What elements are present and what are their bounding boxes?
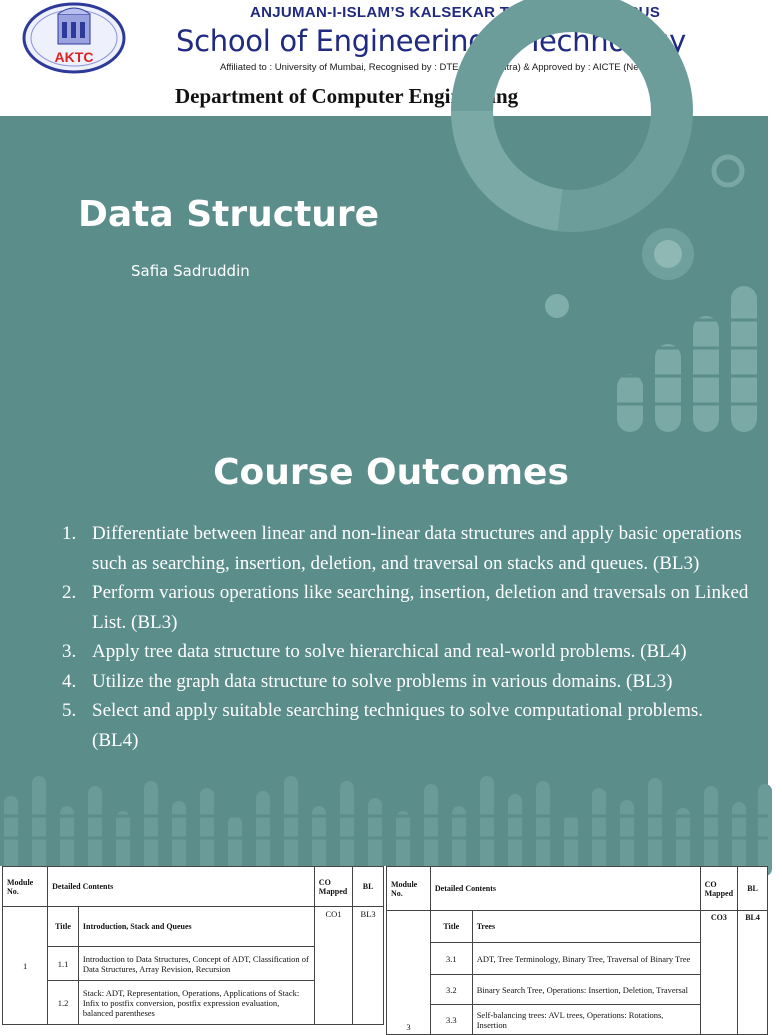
list-item: [62, 667, 752, 697]
topic-number: 3.3: [430, 1005, 472, 1035]
outcome-text: Differentiate between linear and non-linear data structures and apply basic operations such as searching, insertion, deletion, and traversal on stacks and queues. (BL3): [92, 523, 742, 574]
outcome-text: Select and apply suitable searching techniques to solve computational problems. (BL4): [92, 700, 704, 751]
title-label: Title: [430, 911, 472, 943]
slide-title: Data Structure: [78, 194, 380, 235]
aktc-logo: [22, 2, 126, 74]
outcome-text: Apply tree data structure to solve hierarchical and real-world problems. (BL4): [92, 641, 687, 662]
outcome-text: Utilize the graph data structure to solve problems in various domains. (BL3): [92, 670, 673, 692]
list-item: [62, 637, 752, 667]
module-number: 1: [3, 907, 48, 1025]
topic-text: Binary Search Tree, Operations: Insertion, Deletion, Traversal: [472, 975, 700, 1005]
header-detailed-contents: Detailed Contents: [430, 867, 700, 911]
institution-name: ANJUMAN-I-ISLAM’S KALSEKAR TECHNICAL CAMPUS: [250, 4, 661, 21]
bl-value: BL4: [738, 911, 768, 1035]
title-label: Title: [48, 907, 79, 947]
list-item: [62, 578, 752, 637]
header-co-mapped: CO Mapped: [314, 867, 352, 907]
co-value: CO3: [700, 911, 737, 1035]
section-heading: Course Outcomes: [213, 452, 569, 493]
syllabus-table-module-1: [2, 866, 384, 1025]
module-title: Trees: [472, 911, 700, 943]
list-number: 1.: [62, 523, 77, 544]
list-number: 5.: [62, 700, 77, 721]
topic-number: 1.1: [48, 947, 79, 981]
list-item: [62, 519, 752, 578]
header-co-mapped: CO Mapped: [700, 867, 737, 911]
topic-number: 3.2: [430, 975, 472, 1005]
bl-value: BL3: [353, 907, 384, 1025]
list-number: 4.: [62, 670, 77, 692]
topic-text: ADT, Tree Terminology, Binary Tree, Traversal of Binary Tree: [472, 943, 700, 975]
outcome-text: Perform various operations like searching, insertion, deletion and traversals on Linked List. (BL3): [92, 582, 749, 633]
department-name: Department of Computer Engineering: [175, 84, 519, 108]
list-number: 2.: [62, 582, 77, 603]
list-item: [62, 696, 752, 755]
module-number: 3: [387, 911, 431, 1035]
header-bl: BL: [353, 867, 384, 907]
module-title: Introduction, Stack and Queues: [78, 907, 314, 947]
syllabus-table-module-3: [386, 866, 768, 1035]
topic-number: 1.2: [48, 981, 79, 1025]
syllabus-tables: [0, 866, 768, 1032]
topic-text: Stack: ADT, Representation, Operations, Applications of Stack: Infix to postfix conversion, postfix expression evaluation, balanced parentheses: [78, 981, 314, 1025]
author-name: Safia Sadruddin: [131, 262, 250, 280]
school-name: School of Engineering & Technology: [176, 24, 686, 58]
course-outcomes-list: [62, 519, 752, 755]
topic-number: 3.1: [430, 943, 472, 975]
list-number: 3.: [62, 641, 77, 662]
topic-text: Introduction to Data Structures, Concept of ADT, Classification of Data Structures, Array Revision, Recursion: [78, 947, 314, 981]
title-slide: [0, 116, 768, 868]
topic-text: Self-balancing trees: AVL trees, Operations: Rotations, Insertion: [472, 1005, 700, 1035]
co-value: CO1: [314, 907, 352, 1025]
svg-text:AKTC: AKTC: [54, 49, 94, 65]
header-detailed-contents: Detailed Contents: [48, 867, 315, 907]
header-bl: BL: [738, 867, 768, 911]
header-module-no: Module No.: [3, 867, 48, 907]
header-module-no: Module No.: [387, 867, 431, 911]
affiliation-text: Affiliated to : University of Mumbai, Recognised by : DTE (Maharashtra) & Approved by : AICTE (New Delhi): [220, 62, 673, 73]
